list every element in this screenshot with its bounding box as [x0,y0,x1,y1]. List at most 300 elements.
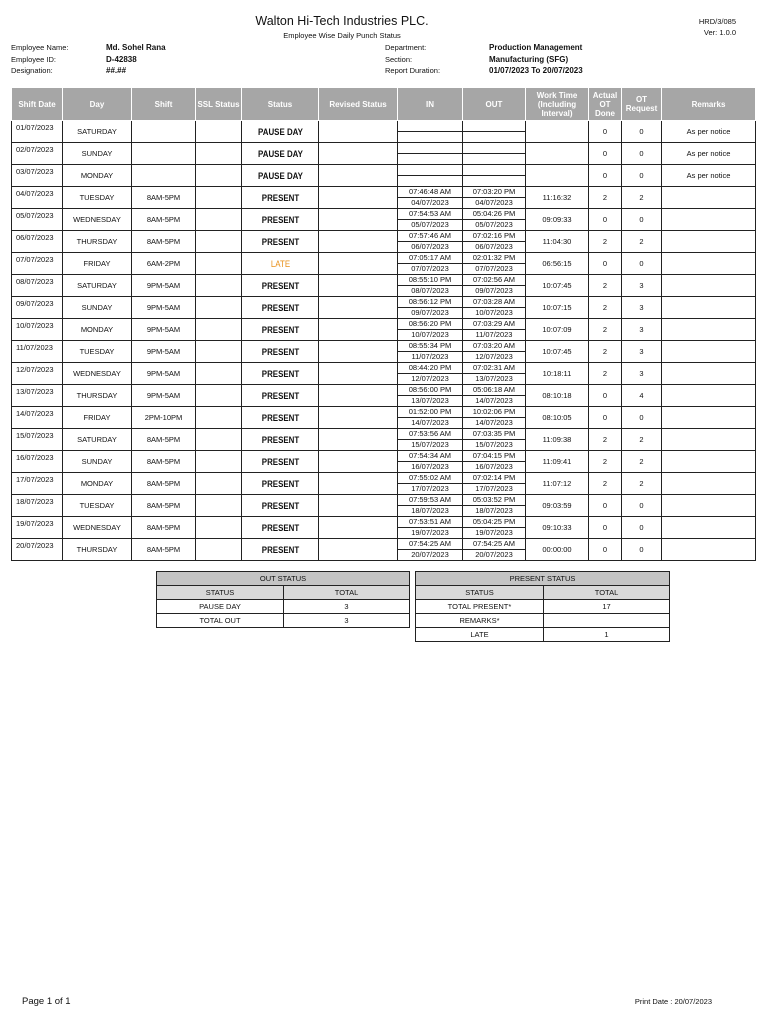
status-cell: PRESENT [246,341,314,363]
section: Manufacturing (SFG) [489,54,569,64]
shift-date-cell: 13/07/2023 [12,385,63,407]
in-cell [398,275,463,297]
remarks-cell [662,209,756,231]
actual-ot-cell: 2 [589,187,622,209]
table-body [12,121,756,561]
in-cell [398,539,463,561]
out-time: 07:03:28 AM [463,297,525,308]
actual-ot-cell: 0 [589,495,622,517]
shift-date-cell: 12/07/2023 [12,363,63,385]
shift-date-cell: 04/07/2023 [12,187,63,209]
actual-ot-cell: 0 [589,121,622,143]
out-date: 10/07/2023 [475,307,513,317]
in-cell [398,253,463,275]
actual-ot-cell: 0 [589,209,622,231]
out-date: 09/07/2023 [475,285,513,295]
in-cell [398,385,463,407]
ot-request-cell: 3 [622,297,662,319]
remarks-cell: As per notice [662,165,756,187]
shift-date-cell: 06/07/2023 [12,231,63,253]
ot-request-cell: 3 [622,275,662,297]
shift-date-cell: 15/07/2023 [12,429,63,451]
shift-cell: 8AM-5PM [132,209,196,231]
in-date: 08/07/2023 [411,285,449,295]
out-time: 07:04:15 PM [463,451,525,462]
remarks-cell [662,385,756,407]
out-cell [463,429,526,451]
out-time: 07:03:35 PM [463,429,525,440]
shift-date-cell: 16/07/2023 [12,451,63,473]
page-number: Page 1 of 1 [22,996,71,1007]
revised-status-cell [319,495,398,517]
revised-status-cell [319,275,398,297]
out-cell [463,539,526,561]
present-status-total: 17 [544,600,670,614]
ssl-status-cell [196,143,242,165]
in-time: 08:56:12 PM [398,297,462,308]
day-cell: WEDNESDAY [63,209,132,231]
in-cell [398,231,463,253]
section-label: Section: [385,54,413,64]
remarks-cell [662,407,756,429]
ssl-status-cell [196,209,242,231]
table-row [12,209,756,231]
out-date: 18/07/2023 [475,505,513,515]
in-time: 07:59:53 AM [398,495,462,506]
report-duration: 01/07/2023 To 20/07/2023 [489,66,583,75]
work-time-cell: 11:16:32 [526,187,589,209]
in-date: 15/07/2023 [411,439,449,449]
actual-ot-cell: 2 [589,473,622,495]
actual-ot-cell: 2 [589,363,622,385]
ot-request-cell: 2 [622,451,662,473]
revised-status-cell [319,121,398,143]
table-row [12,451,756,473]
day-cell: TUESDAY [63,187,132,209]
day-cell: SATURDAY [63,121,132,143]
punch-table [11,87,756,561]
out-time: 07:02:56 AM [463,275,525,286]
actual-ot-cell: 2 [589,297,622,319]
ot-request-cell: 0 [622,407,662,429]
ssl-status-cell [196,363,242,385]
in-date [398,176,462,187]
in-date: 13/07/2023 [411,395,449,405]
in-date: 06/07/2023 [411,241,449,251]
table-row [12,385,756,407]
ot-request-cell: 0 [622,143,662,165]
in-cell [398,319,463,341]
out-cell [463,121,526,143]
out-cell [463,275,526,297]
out-cell [463,319,526,341]
remarks-cell [662,473,756,495]
in-cell [398,517,463,539]
in-cell [398,451,463,473]
shift-cell [132,143,196,165]
actual-ot-cell: 0 [589,539,622,561]
duration-label: Report Duration: [385,66,441,75]
in-time: 08:55:10 PM [398,275,462,286]
employee-name: Md. Sohel Rana [106,43,166,52]
out-date: 11/07/2023 [475,329,513,339]
out-date: 12/07/2023 [475,351,513,361]
table-row [12,539,756,561]
present-status-row [416,614,670,628]
shift-cell: 8AM-5PM [132,451,196,473]
ssl-status-cell [196,253,242,275]
in-time: 07:53:51 AM [398,517,462,528]
revised-status-cell [319,429,398,451]
out-cell [463,209,526,231]
work-time-cell: 10:07:09 [526,319,589,341]
work-time-cell: 08:10:05 [526,407,589,429]
remarks-cell [662,319,756,341]
out-date: 14/07/2023 [475,417,513,427]
in-time: 07:54:53 AM [398,209,462,220]
status-cell: PRESENT [246,187,314,209]
out-date: 07/07/2023 [475,263,513,273]
shift-date-cell: 03/07/2023 [12,165,63,187]
shift-cell: 9PM-5AM [132,319,196,341]
table-row [12,231,756,253]
in-time: 07:57:46 AM [398,231,462,242]
shift-date-cell: 09/07/2023 [12,297,63,319]
status-cell: PRESENT [246,209,314,231]
in-cell [398,143,463,165]
work-time-cell: 11:09:41 [526,451,589,473]
ssl-status-cell [196,275,242,297]
work-time-cell: 10:07:15 [526,297,589,319]
day-cell: THURSDAY [63,231,132,253]
ssl-status-cell [196,429,242,451]
col-revised-status: Revised Status [319,88,398,121]
out-time: 07:03:20 AM [463,341,525,352]
in-date: 19/07/2023 [411,527,449,537]
revised-status-cell [319,231,398,253]
table-row [12,143,756,165]
out-status-row [157,614,410,628]
revised-status-cell [319,363,398,385]
col-ssl-status: SSL Status [196,88,242,121]
table-row [12,407,756,429]
out-time: 10:02:06 PM [463,407,525,418]
out-date: 13/07/2023 [475,373,513,383]
report-subtitle: Employee Wise Daily Punch Status [283,31,401,40]
company-title: Walton Hi-Tech Industries PLC. [255,14,429,28]
out-status-label: TOTAL OUT [157,614,284,628]
in-cell [398,187,463,209]
designation-label: Designation: [11,66,53,75]
in-date: 20/07/2023 [411,549,449,559]
shift-cell: 9PM-5AM [132,297,196,319]
ot-request-cell: 3 [622,363,662,385]
out-cell [463,385,526,407]
ssl-status-cell [196,473,242,495]
in-cell [398,341,463,363]
ssl-status-cell [196,231,242,253]
remarks-cell [662,539,756,561]
in-time: 07:53:56 AM [398,429,462,440]
employee-id-label: Employee ID: [11,54,57,64]
day-cell: TUESDAY [63,341,132,363]
present-status-table [415,571,670,642]
ot-request-cell: 0 [622,253,662,275]
out-time: 07:03:20 PM [463,187,525,198]
work-time-cell: 10:07:45 [526,275,589,297]
in-date: 04/07/2023 [411,197,449,207]
revised-status-cell [319,385,398,407]
shift-cell [132,165,196,187]
out-date: 17/07/2023 [475,483,513,493]
remarks-cell [662,363,756,385]
actual-ot-cell: 2 [589,429,622,451]
day-cell: WEDNESDAY [63,517,132,539]
out-date: 20/07/2023 [475,549,513,559]
table-row [12,165,756,187]
in-cell [398,209,463,231]
out-cell [463,517,526,539]
out-cell [463,473,526,495]
shift-date-cell: 17/07/2023 [12,473,63,495]
out-date: 06/07/2023 [475,241,513,251]
shift-cell: 8AM-5PM [132,495,196,517]
out-time: 07:02:31 AM [463,363,525,374]
status-cell: PRESENT [246,495,314,517]
status-cell: PRESENT [246,385,314,407]
out-time: 05:03:52 PM [463,495,525,506]
out-status-total: 3 [284,600,410,614]
table-row [12,473,756,495]
in-date [398,154,462,165]
table-row [12,363,756,385]
day-cell: TUESDAY [63,495,132,517]
col-shift-date: Shift Date [12,88,63,121]
out-status-row [157,600,410,614]
out-status-table [156,571,410,628]
actual-ot-cell: 0 [589,143,622,165]
work-time-cell: 00:00:00 [526,539,589,561]
ot-request-cell: 0 [622,539,662,561]
out-status-label: PAUSE DAY [157,600,284,614]
remarks-cell: As per notice [662,143,756,165]
col-out: OUT [463,88,526,121]
table-row [12,495,756,517]
present-status-label: TOTAL PRESENT* [416,600,544,614]
shift-cell: 6AM-2PM [132,253,196,275]
out-status-col-status: STATUS [157,586,284,600]
out-date: 16/07/2023 [475,461,513,471]
table-row [12,275,756,297]
shift-cell [132,121,196,143]
ot-request-cell: 0 [622,209,662,231]
out-date: 04/07/2023 [475,197,513,207]
department-label: Department: [385,43,427,52]
present-status-row [416,600,670,614]
status-cell: PRESENT [246,319,314,341]
present-status-label: REMARKS* [416,614,544,628]
out-time: 02:01:32 PM [463,253,525,264]
out-status-caption: OUT STATUS [157,572,410,586]
in-date: 18/07/2023 [411,505,449,515]
out-time: 07:02:14 PM [463,473,525,484]
day-cell: THURSDAY [63,539,132,561]
actual-ot-cell: 0 [589,407,622,429]
col-remarks: Remarks [662,88,756,121]
in-date: 16/07/2023 [411,461,449,471]
in-date: 11/07/2023 [411,351,449,361]
work-time-cell [526,143,589,165]
shift-cell: 2PM-10PM [132,407,196,429]
table-row [12,121,756,143]
out-cell [463,187,526,209]
in-cell [398,363,463,385]
ot-request-cell: 0 [622,517,662,539]
doc-code: HRD/3/085 [698,17,736,26]
in-time: 08:44:20 PM [398,363,462,374]
shift-cell: 8AM-5PM [132,473,196,495]
remarks-cell [662,517,756,539]
table-header-row [12,88,756,121]
status-cell: PRESENT [246,451,314,473]
in-cell [398,429,463,451]
day-cell: SATURDAY [63,275,132,297]
out-date: 19/07/2023 [475,527,513,537]
ot-request-cell: 0 [622,495,662,517]
in-time [398,165,462,176]
ot-request-cell: 0 [622,165,662,187]
col-work-time: Work Time (Including Interval) [526,88,589,121]
out-cell [463,495,526,517]
present-status-col-status: STATUS [416,586,544,600]
revised-status-cell [319,517,398,539]
status-cell: PRESENT [246,363,314,385]
shift-date-cell: 01/07/2023 [12,121,63,143]
out-time [463,143,525,154]
out-date: 15/07/2023 [475,439,513,449]
in-cell [398,495,463,517]
shift-date-cell: 14/07/2023 [12,407,63,429]
ssl-status-cell [196,539,242,561]
in-cell [398,407,463,429]
present-status-total [544,614,670,628]
work-time-cell: 09:03:59 [526,495,589,517]
in-time: 07:46:48 AM [398,187,462,198]
in-time [398,121,462,132]
col-ot-request: OT Request [622,88,662,121]
status-cell: PRESENT [246,473,314,495]
ssl-status-cell [196,121,242,143]
in-time: 08:55:34 PM [398,341,462,352]
ssl-status-cell [196,385,242,407]
designation: ##.## [106,66,127,75]
shift-cell: 8AM-5PM [132,517,196,539]
revised-status-cell [319,253,398,275]
remarks-cell: As per notice [662,121,756,143]
in-time: 07:55:02 AM [398,473,462,484]
status-cell: PAUSE DAY [246,121,314,143]
actual-ot-cell: 0 [589,385,622,407]
out-date [463,154,525,165]
actual-ot-cell: 2 [589,319,622,341]
shift-date-cell: 05/07/2023 [12,209,63,231]
revised-status-cell [319,341,398,363]
shift-date-cell: 10/07/2023 [12,319,63,341]
remarks-cell [662,341,756,363]
table-row [12,297,756,319]
remarks-cell [662,253,756,275]
revised-status-cell [319,473,398,495]
shift-date-cell: 18/07/2023 [12,495,63,517]
ot-request-cell: 4 [622,385,662,407]
work-time-cell: 11:09:38 [526,429,589,451]
out-time: 07:02:16 PM [463,231,525,242]
ssl-status-cell [196,495,242,517]
shift-cell: 9PM-5AM [132,363,196,385]
out-time: 07:54:25 AM [463,539,525,550]
revised-status-cell [319,209,398,231]
out-time: 05:06:18 AM [463,385,525,396]
ot-request-cell: 2 [622,429,662,451]
revised-status-cell [319,407,398,429]
actual-ot-cell: 2 [589,341,622,363]
out-cell [463,231,526,253]
shift-cell: 9PM-5AM [132,385,196,407]
col-status: Status [242,88,319,121]
department: Production Management [489,43,583,52]
actual-ot-cell: 0 [589,253,622,275]
remarks-cell [662,451,756,473]
shift-date-cell: 08/07/2023 [12,275,63,297]
work-time-cell: 09:09:33 [526,209,589,231]
revised-status-cell [319,143,398,165]
out-date [463,132,525,143]
ssl-status-cell [196,319,242,341]
in-time: 07:05:17 AM [398,253,462,264]
table-row [12,429,756,451]
work-time-cell [526,121,589,143]
in-cell [398,473,463,495]
out-cell [463,363,526,385]
in-cell [398,121,463,143]
ssl-status-cell [196,297,242,319]
actual-ot-cell: 2 [589,451,622,473]
table-row [12,187,756,209]
work-time-cell [526,165,589,187]
out-date [463,176,525,187]
ssl-status-cell [196,341,242,363]
present-status-row [416,628,670,642]
in-date: 09/07/2023 [411,307,449,317]
status-cell: PRESENT [246,539,314,561]
out-status-col-total: TOTAL [284,586,410,600]
remarks-cell [662,275,756,297]
work-time-cell: 06:56:15 [526,253,589,275]
employee-name-label: Employee Name: [11,43,69,52]
status-cell: PAUSE DAY [246,143,314,165]
present-status-caption: PRESENT STATUS [416,572,670,586]
day-cell: SATURDAY [63,429,132,451]
in-time: 07:54:25 AM [398,539,462,550]
day-cell: SUNDAY [63,451,132,473]
in-date: 05/07/2023 [411,219,449,229]
shift-date-cell: 11/07/2023 [12,341,63,363]
shift-date-cell: 20/07/2023 [12,539,63,561]
actual-ot-cell: 2 [589,275,622,297]
work-time-cell: 11:04:30 [526,231,589,253]
shift-date-cell: 02/07/2023 [12,143,63,165]
actual-ot-cell: 0 [589,165,622,187]
